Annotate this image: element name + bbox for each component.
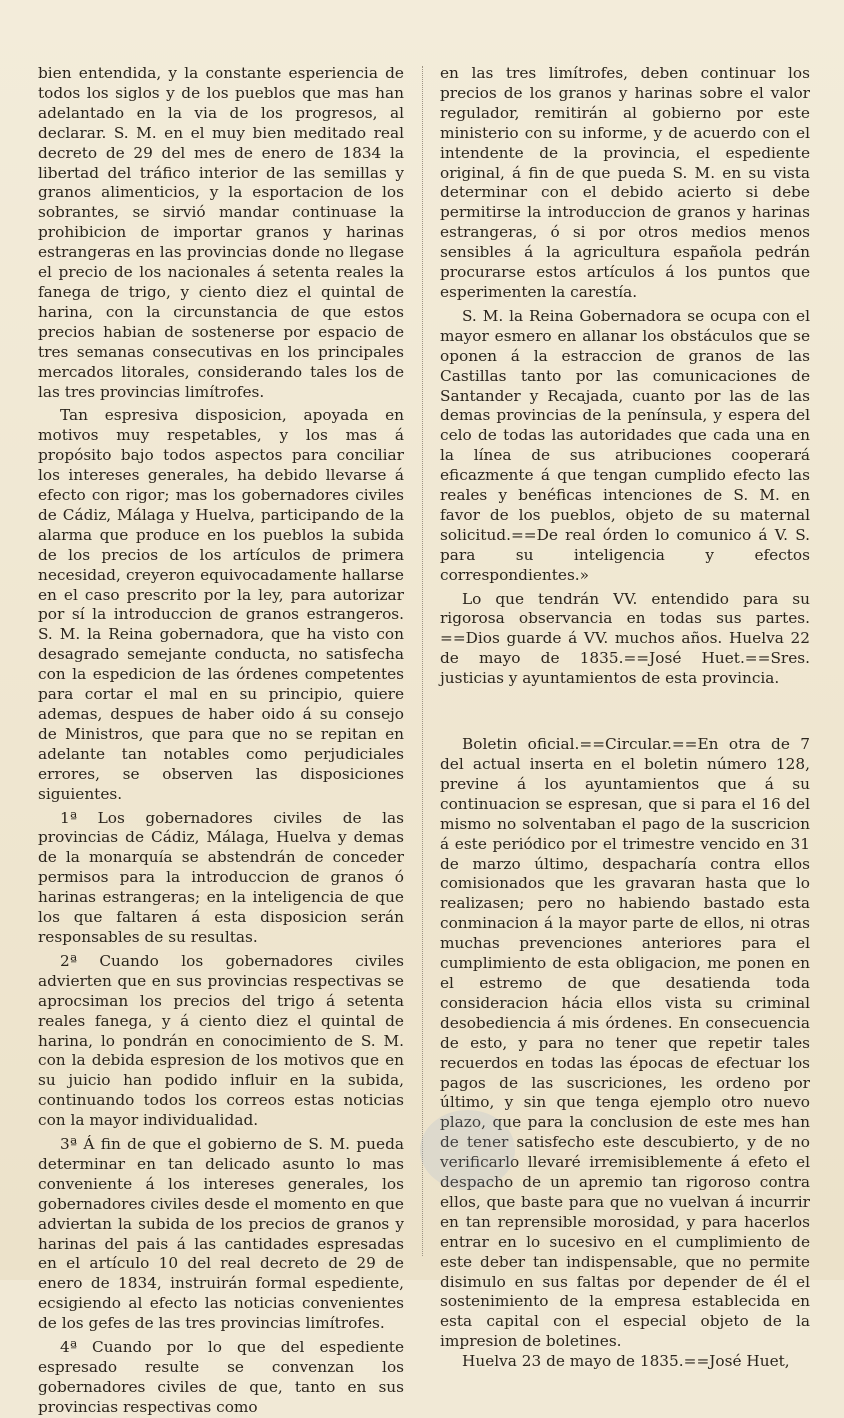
- paragraph-continuation: en las tres limítrofes, deben continuar los precios de los granos y harinas sobre el valor regulador, remitirán al gobierno por este ministerio con su informe, y de acuerdo con el intendente de la provincia, el espediente original, á fin de que pueda S. M. en su vista determinar con el debido acierto si debe permitirse la introduccion de granos y harinas estrangeras, ó si por otros medios menos sensibles á la agricultura española pedrán procurarse estos artículos á los puntos que esperimenten la carestía.: [440, 64, 810, 301]
- article-1: 1ª Los gobernadores civiles de las provincias de Cádiz, Málaga, Huelva y demas de la monarquía se abstendrán de conceder permisos para la introduccion de granos ó harinas estrangeras; en la inteligencia de que los que faltaren á esta disposicion serán responsables de su resultas.: [38, 808, 404, 946]
- paragraph-reina-gobernadora: S. M. la Reina Gobernadora se ocupa con el mayor esmero en allanar los obstáculos que se oponen á la estraccion de granos de las Castillas tanto por las comunicaciones de Santander y Recajada, cuanto por las de las demas provincias de la península, y espera del celo de todas las autoridades que cada una en la línea de sus atribuciones cooperará eficazmente á que tengan cumplido efecto las reales y benéficas intenciones de S. M. en favor de los pueblos, objeto de su maternal solicitud.==De real órden lo comunico á V. S. para su inteligencia y efectos correspondientes.»: [440, 306, 810, 584]
- column-divider: [422, 66, 423, 1256]
- paragraph-grain-decree: bien entendida, y la constante esperiencia de todos los siglos y de los pueblos que mas han adelantado en la via de los progresos, al declarar. S. M. en el muy bien meditado real decreto de 29 del mes de enero de 1834 la libertad del tráfico interior de las semillas y granos alimenticios, y la esportacion de los sobrantes, se sirvió mandar continuase la prohibicion de importar granos y harinas estrangeras en las provincias donde no llegase el precio de los nacionales á setenta reales la fanega de trigo, y ciento diez el quintal de harina, con la circunstancia de que estos precios habian de sostenerse por espacio de tres semanas consecutivas en los principales mercados litorales, considerando tales los de las tres provincias limítrofes.: [38, 64, 404, 401]
- paragraph-governors-error: Tan espresiva disposicion, apoyada en motivos muy respetables, y los mas á propósito bajo todos aspectos para conciliar los intereses generales, ha debido llevarse á efecto con rigor; mas los gobernadores civiles de Cádiz, Málaga y Huelva, participando de la alarma que produce en los pueblos la subida de los precios de los artículos de primera necesidad, creyeron equivocadamente hallarse en el caso prescrito por la ley, para autorizar por sí la introduccion de granos estrangeros. S. M. la Reina gobernadora, que ha visto con desagrado semejante conducta, no satisfecha con la espedicion de las órdenes competentes para cortar el mal en su principio, quiere ademas, despues de haber oido á su consejo de Ministros, que para que no se repitan en adelante tan notables como perjudiciales errores, se observen las disposiciones siguientes.: [38, 406, 404, 803]
- left-column: [38, 64, 404, 1418]
- section-gap: [440, 689, 810, 735]
- boletin-circular: Boletin oficial.==Circular.==En otra de 7 del actual inserta en el boletin número 128, previne á los ayuntamientos que á su continuacion se espresan, que si para el 16 del mismo no solventaban el pago de la suscricion á este periódico por el trimestre vencido en 31 de marzo último, despacharía contra ellos comisionados que les gravaran hasta que lo realizasen; pero no habiendo bastado esta conminacion á la mayor parte de ellos, ni otras muchas prevenciones anteriores para el cumplimiento de esta obligacion, me ponen en el estremo de que desatienda toda consideracion hácia ellos vista su criminal desobediencia á mis órdenes. En consecuencia de esto, y para no tener que repetir tales recuerdos en todas las épocas de efectuar los pagos de las suscriciones, les ordeno por último, y sin que tenga ejemplo otro nuevo plazo, que para la conclusion de este mes han de tener satisfecho este descubierto, y de no verificarlo llevaré irremisiblemente á efeto el despacho de un apremio tan rigoroso contra ellos, que baste para que no vuelvan á incurrir en tan reprensible morosidad, y para hacerlos entrar en lo sucesivo en el cumplimiento de este deber tan indispensable, que no permite disimulo en sus faltas por depender de él el sostenimiento de la empresa establecida en esta capital con el especial objeto de la impresion de boletines.: [440, 735, 810, 1351]
- paper-stain: [420, 1110, 515, 1190]
- article-4: 4ª Cuando por lo que del espediente espresado resulte se convenzan los gobernadores civiles de que, tanto en sus provincias respectivas como: [38, 1338, 404, 1416]
- closing-signature: Huelva 23 de mayo de 1835.==José Huet,: [462, 1352, 790, 1371]
- article-3: 3ª Á fin de que el gobierno de S. M. pueda determinar en tan delicado asunto lo mas conveniente á los intereses generales, los gobernadores civiles desde el momento en que adviertan la subida de los precios de granos y harinas del pais á las cantidades espresadas en el artículo 10 del real decreto de 29 de enero de 1834, instruirán formal espediente, ecsigiendo al efecto las noticias convenientes de los gefes de las tres provincias limítrofes.: [38, 1135, 404, 1333]
- paragraph-signature-huet-22: Lo que tendrán VV. entendido para su rigorosa observancia en todas sus partes. ==Dios guarde á VV. muchos años. Huelva 22 de mayo de 1835.==José Huet.==Sres. justicias y ayuntamientos de esta provincia.: [440, 589, 810, 688]
- article-2: 2ª Cuando los gobernadores civiles advierten que en sus provincias respectivas se aprocsiman los precios del trigo á setenta reales fanega, y á ciento diez el quintal de harina, lo pondrán en conocimiento de S. M. con la debida espresion de los motivos que en su juicio han podido influir en la subida, continuando todos los correos estas noticias con la mayor individualidad.: [38, 951, 404, 1130]
